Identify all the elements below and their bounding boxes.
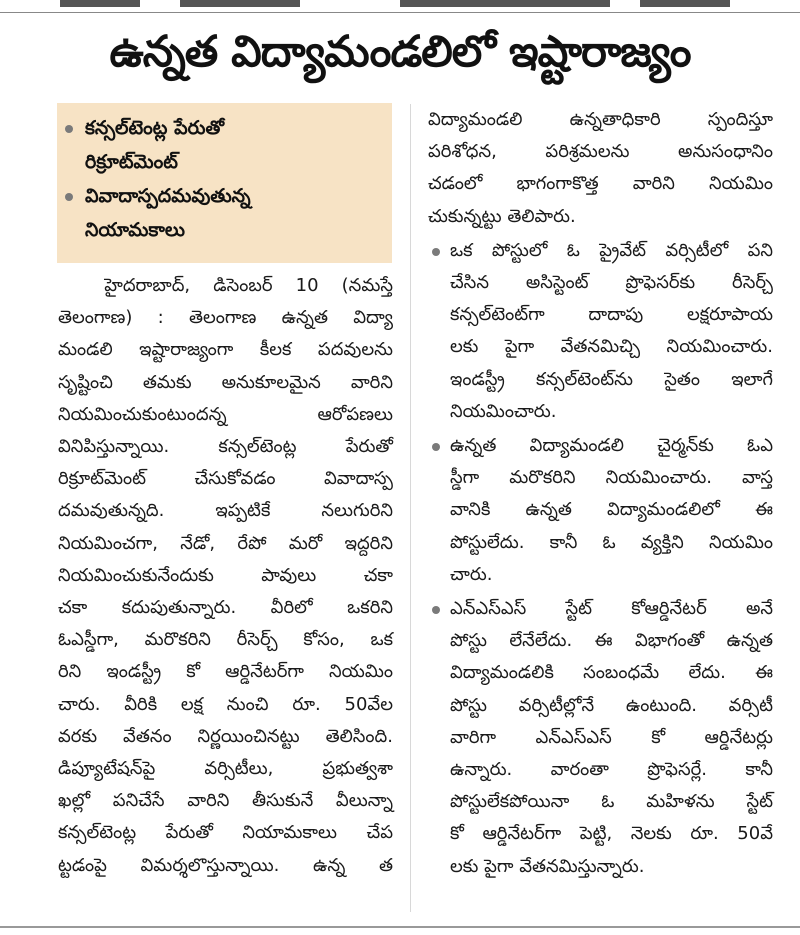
body-line: దమవుతున్నది. ఇప్పటికే నలుగురిని [58,500,393,522]
body-line: వానికి ఉన్నత విద్యామండలిలో ఈ [450,499,773,521]
cropped-text-fragment [60,0,140,7]
body-line: ఒక పోస్టులో ఓ ప్రైవేట్ వర్సిటీలో పని [450,239,773,261]
body-line: నియమించుకుంటుందన్న ఆరోపణలు [58,403,393,425]
body-line: చారు. [450,563,493,585]
highlight-item [65,179,382,247]
highlight-line: నియామకాలు [85,219,185,241]
bullet-point [428,235,773,428]
body-line: రిక్రూట్‌మెంట్ చేసుకోవడం వివాదాస్ప [58,468,393,490]
body-line: నియమించుకునేందుకు పావులు చకా [58,564,393,586]
bullet-point [428,593,773,883]
article-body-left-column [58,270,393,882]
body-line: చేసిన అసిస్టెంట్ ప్రొఫెసర్‌కు రీసెర్చ్ [450,272,773,294]
body-line: తెలంగాణ) : తెలంగాణ ఉన్నత విద్యా [58,307,393,329]
body-line: విద్యామండలికి సంబంధమే లేదు. ఈ [450,662,773,684]
body-line: ఓఎస్డీగా, మరొకరిని రీసెర్చ్ కోసం, ఒక [58,629,393,651]
cropped-text-fragment [400,0,610,7]
article-headline: ఉన్నత విద్యామండలిలో ఇష్టారాజ్యం [109,27,691,77]
body-line: ఉన్నత విద్యామండలి చైర్మన్‌కు ఓఎ [450,435,773,457]
highlight-line: వివాదాస్పదమవుతున్న [85,185,251,207]
cropped-text-fragment [640,0,730,7]
previous-article-strip [0,0,800,13]
body-line: సృష్టించి తమకు అనుకూలమైన వారిని [58,371,393,393]
body-line: కన్సల్‌టెంట్ల పేరుతో నియామకాలు చేప [58,822,393,844]
body-line: పోస్టులేదు. కానీ ఓ వ్యక్తిని నియమిం [450,531,773,553]
bottom-rule [0,926,800,928]
bullet-dot-icon [65,125,73,133]
body-line: కో ఆర్డినేటర్‌గా పెట్టి, నెలకు రూ. 50వే [450,823,773,845]
bullet-dot-icon [432,606,440,614]
body-line: చారు. వీరికి లక్ష నుంచి రూ. 50వేల [58,693,393,715]
cropped-text-fragment [180,0,300,7]
highlight-line: కన్సల్‌టెంట్ల పేరుతో [85,117,224,139]
body-line: పోస్టులేకపోయినా ఓ మహిళను స్టేట్ [450,791,773,813]
bullet-dot-icon [432,443,440,451]
body-line: హైదరాబాద్, డిసెంబర్ 10 (నమస్తే [58,275,393,296]
body-line: డిప్యూటేషన్‌పై వర్సిటీలు, ప్రభుత్వశా [58,758,393,780]
body-line: చుకున్నట్టు తెలిపారు. [428,205,576,227]
body-line: వారిగా ఎన్ఎస్ఎస్ కో ఆర్డినేటర్లు [450,726,773,748]
body-line: నియమించారు. [450,400,557,422]
body-line: స్డీగా మరొకరిని నియమించారు. వాస్త [450,467,773,489]
article-body-right-column [428,104,773,883]
body-line: ఖల్లో పనిచేసే వారిని తీసుకునే వీలున్నా [58,790,393,812]
body-line: వరకు వేతనం నిర్ణయించినట్టు తెలిసింది. [58,725,393,747]
body-line: పోస్టు వర్సిటీల్లోనే ఉంటుంది. వర్సిటీ [450,694,773,716]
body-line: వినిపిస్తున్నాయి. కన్సల్‌టెంట్ల పేరుతో [58,436,393,458]
body-line: పోస్టు లేనేలేదు. ఈ విభాగంతో ఉన్నత [450,630,773,652]
highlight-item [65,111,382,179]
body-line: చకా కదుపుతున్నారు. వీరిలో ఒకరిని [58,597,393,619]
bullet-point [428,430,773,591]
body-line: ట్టడంపై విమర్శలొస్తున్నాయి. ఉన్న త [58,854,393,876]
continued-paragraph [428,104,773,233]
body-line: లకు పైగా వేతనమిస్తున్నారు. [450,855,645,877]
body-line: విద్యామండలి ఉన్నతాధికారి స్పందిస్తూ [428,109,773,130]
highlight-line: రిక్రూట్‌మెంట్ [85,151,178,173]
body-line: ఎన్ఎస్ఎస్ స్టేట్ కోఆర్డినేటర్ అనే [450,598,773,620]
highlights-box [57,103,392,263]
body-line: చడంలో భాగంగాకొత్త వారిని నియమిం [428,173,773,195]
body-line: ఉన్నారు. వారంతా ప్రొఫెసర్లే. కానీ [450,759,773,781]
body-line: పరిశోధన, పరిశ్రమలను అనుసంధానిం [428,141,773,163]
body-line: రిని ఇండస్ట్రీ కో ఆర్డినేటర్‌గా నియమిం [58,661,393,683]
body-line: ఇండస్ట్రీ కన్సల్‌టెంట్‌ను సైతం ఇలాగే [450,368,773,390]
column-divider [410,104,411,912]
bullet-dot-icon [65,193,73,201]
body-line: కన్సల్‌టెంట్‌గా దాదాపు లక్షరూపాయ [450,304,773,326]
body-line: నియమించగా, నేడో, రేపో మరో ఇద్దరిని [58,532,393,554]
body-line: లకు పైగా వేతనమిచ్చి నియమించారు. [450,336,773,358]
bullet-dot-icon [432,248,440,256]
body-line: మండలి ఇష్టారాజ్యంగా కీలక పదవులను [58,339,393,361]
